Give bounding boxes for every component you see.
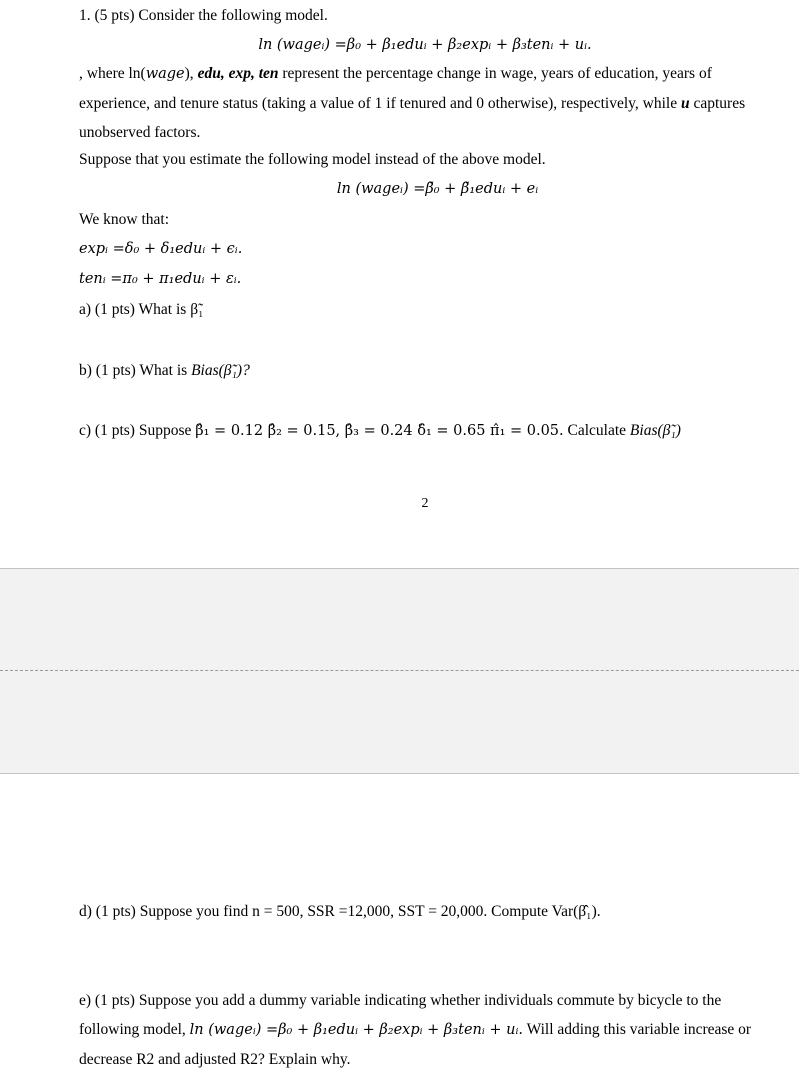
experience-equation: expᵢ =δ₀ + δ₁eduᵢ + ϵᵢ. bbox=[79, 241, 243, 257]
part-c: c) (1 pts) Suppose β̂₁ = 0.12 β̂₂ = 0.15, β̂₃ = 0.24 δ̂₁ = 0.65 π̂₁ = 0.05. Calculate Bias(β̃₁) bbox=[79, 422, 681, 439]
page-number: 2 bbox=[421, 496, 429, 511]
part-b: b) (1 pts) What is Bias(β̃₁)? bbox=[79, 362, 250, 379]
part-d: d) (1 pts) Suppose you find n = 500, SSR =12,000, SST = 20,000. Compute Var(β̂₁). bbox=[79, 903, 601, 920]
tenure-equation: tenᵢ =π₀ + π₁eduᵢ + εᵢ. bbox=[79, 271, 242, 287]
restricted-model-equation: ln (wageᵢ) =β̃₀ + β̃₁eduᵢ + eᵢ bbox=[336, 181, 539, 197]
question-header: 1. (5 pts) Consider the following model. bbox=[79, 7, 328, 24]
part-e: e) (1 pts) Suppose you add a dummy variable indicating whether individuals commute by bicycle to the following model, ln (wageᵢ) =β₀ + β₁eduᵢ + β₂expᵢ + β₃tenᵢ + uᵢ. Will adding this variable increase or decrease R2 and adjusted R2? Explain why. bbox=[79, 992, 752, 1068]
full-model-equation: ln (wageᵢ) =β₀ + β₁eduᵢ + β₂expᵢ + β₃tenᵢ + uᵢ. bbox=[258, 37, 592, 53]
suppose-text: Suppose that you estimate the following model instead of the above model. bbox=[79, 151, 546, 168]
we-know-label: We know that: bbox=[79, 211, 170, 228]
variable-description: , where ln(wage), edu, exp, ten represent the percentage change in wage, years of education, years of experience, and tenure status (taking a value of 1 if tenured and 0 otherwise), respectively, while u captures unobserved factors. bbox=[79, 65, 746, 141]
page-break-gap bbox=[0, 568, 799, 774]
part-a: a) (1 pts) What is β̃₁ bbox=[79, 301, 204, 318]
page-break-divider bbox=[0, 670, 799, 671]
